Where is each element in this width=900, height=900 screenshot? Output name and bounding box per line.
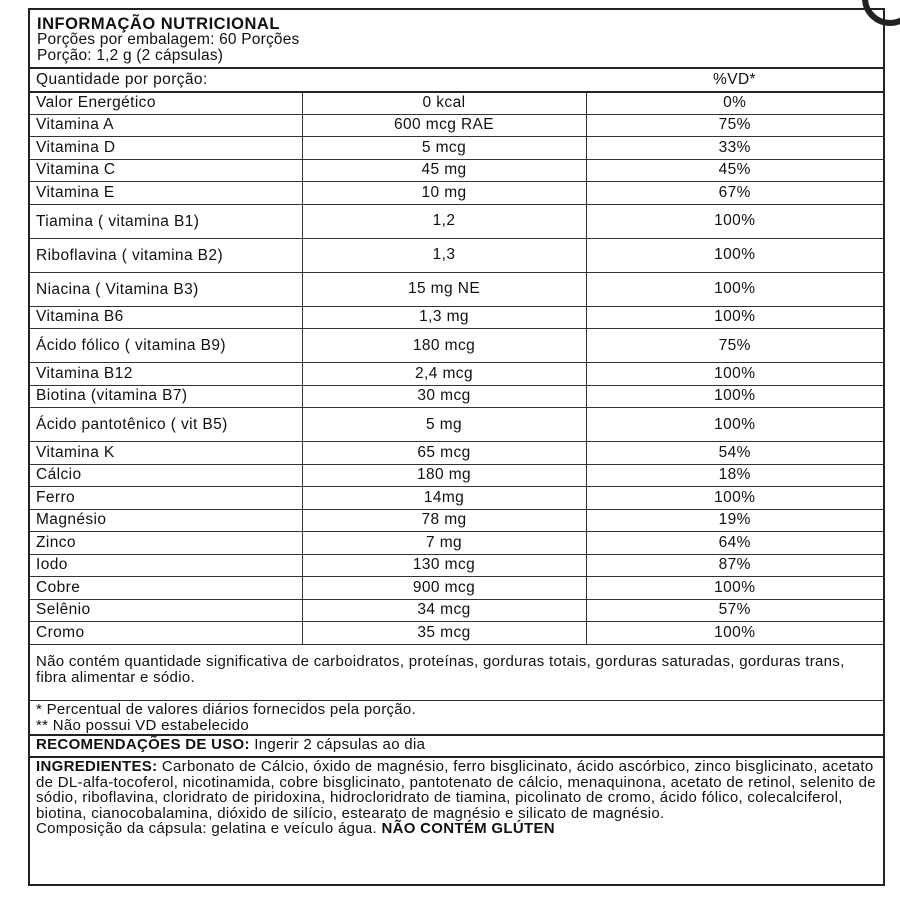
ingredients-text: Carbonato de Cálcio, óxido de magnésio, ferro bisglicinato, ácido ascórbico, zinco bisglicinato, acetato de DL-alfa-tocoferol, nicotinamida, cobre bisglicinato, pantotenato de cálcio, menaquinona, acetato de retinol, selenito de sódio, riboflavina, cloridrato de piridoxina, hidrocloridrato de tiamina, picolinato de cromo, ácido fólico, colecalciferol, biotina, cianocobalamina, dióxido de silício, estearato de magnésio e silicato de magnésio. (36, 758, 876, 822)
table-row (30, 622, 883, 645)
nutrient-name: Vitamina C (30, 159, 302, 182)
nutrient-name: Biotina (vitamina B7) (30, 385, 302, 408)
nutrient-amount: 1,3 (302, 238, 586, 272)
nutrient-daily-value: 18% (586, 464, 883, 487)
nutrition-title: INFORMAÇÃO NUTRICIONAL (37, 15, 280, 33)
nutrient-amount: 600 mcg RAE (302, 114, 586, 137)
nutrient-daily-value: 45% (586, 159, 883, 182)
table-row (30, 272, 883, 306)
table-row (30, 487, 883, 510)
no-dv-footnote: ** Não possui VD estabelecido (36, 716, 249, 734)
table-row (30, 599, 883, 622)
table-row (30, 363, 883, 386)
nutrient-daily-value: 87% (586, 554, 883, 577)
nutrient-name: Vitamina A (30, 114, 302, 137)
nutrient-name: Vitamina B12 (30, 363, 302, 386)
nutrient-amount: 180 mcg (302, 329, 586, 363)
nutrient-amount: 7 mg (302, 532, 586, 555)
nutrient-amount: 65 mcg (302, 442, 586, 465)
nutrient-amount: 1,2 (302, 204, 586, 238)
nutrient-amount: 2,4 mcg (302, 363, 586, 386)
table-row (30, 329, 883, 363)
nutrient-amount: 35 mcg (302, 622, 586, 645)
nutrient-daily-value: 57% (586, 599, 883, 622)
table-row (30, 577, 883, 600)
nutrient-name: Cobre (30, 577, 302, 600)
nutrient-daily-value: 75% (586, 329, 883, 363)
nutrient-name: Vitamina B6 (30, 306, 302, 329)
nutrient-name: Niacina ( Vitamina B3) (30, 272, 302, 306)
table-header-row (30, 69, 883, 92)
nutrient-amount: 900 mcg (302, 577, 586, 600)
nutrient-amount: 5 mg (302, 408, 586, 442)
capsule-composition: Composição da cápsula: gelatina e veículo água. (36, 820, 382, 837)
nutrient-daily-value: 100% (586, 204, 883, 238)
nutrient-name: Cálcio (30, 464, 302, 487)
table-row (30, 408, 883, 442)
nutrient-daily-value: 19% (586, 509, 883, 532)
nutrient-amount: 5 mcg (302, 137, 586, 160)
nutrient-amount: 180 mg (302, 464, 586, 487)
table-row (30, 92, 883, 115)
table-row (30, 554, 883, 577)
ingredients-label: INGREDIENTES: (36, 758, 158, 775)
nutrient-name: Ácido pantotênico ( vit B5) (30, 408, 302, 442)
nutrient-amount: 0 kcal (302, 92, 586, 115)
nutrient-amount: 130 mcg (302, 554, 586, 577)
table-row (30, 464, 883, 487)
table-row (30, 385, 883, 408)
table-row (30, 114, 883, 137)
nutrient-daily-value: 100% (586, 238, 883, 272)
nutrient-name: Vitamina D (30, 137, 302, 160)
gluten-warning: NÃO CONTÉM GLÚTEN (381, 820, 555, 837)
nutrient-amount: 45 mg (302, 159, 586, 182)
table-row (30, 204, 883, 238)
not-significant-note: Não contém quantidade significativa de carboidratos, proteínas, gorduras totais, gorduras saturadas, gorduras trans, fibra alimentar e sódio. (30, 653, 883, 701)
nutrient-name: Riboflavina ( vitamina B2) (30, 238, 302, 272)
nutrient-amount: 15 mg NE (302, 272, 586, 306)
nutrient-daily-value: 67% (586, 182, 883, 205)
table-row (30, 509, 883, 532)
nutrient-daily-value: 100% (586, 272, 883, 306)
table-row (30, 137, 883, 160)
usage-label: RECOMENDAÇÕES DE USO: (36, 736, 250, 753)
nutrient-name: Cromo (30, 622, 302, 645)
nutrient-name: Selênio (30, 599, 302, 622)
table-row (30, 182, 883, 205)
table-row (30, 238, 883, 272)
servings-per-package: Porções por embalagem: 60 Porções (37, 31, 300, 48)
table-row (30, 306, 883, 329)
nutrient-daily-value: 100% (586, 408, 883, 442)
nutrient-daily-value: 100% (586, 487, 883, 510)
footnotes (30, 701, 883, 736)
nutrient-name: Valor Energético (30, 92, 302, 115)
nutrient-daily-value: 100% (586, 622, 883, 645)
nutrient-daily-value: 100% (586, 363, 883, 386)
serving-size: Porção: 1,2 g (2 cápsulas) (37, 47, 224, 64)
nutrition-header (30, 10, 883, 69)
nutrient-daily-value: 75% (586, 114, 883, 137)
table-row (30, 159, 883, 182)
nutrient-daily-value: 54% (586, 442, 883, 465)
nutrient-amount: 78 mg (302, 509, 586, 532)
nutrition-table (30, 69, 883, 645)
nutrient-daily-value: 100% (586, 385, 883, 408)
nutrient-daily-value: 64% (586, 532, 883, 555)
nutrient-amount: 10 mg (302, 182, 586, 205)
nutrient-name: Ácido fólico ( vitamina B9) (30, 329, 302, 363)
ingredients-section (30, 758, 883, 838)
table-row (30, 532, 883, 555)
daily-value-header: %VD* (586, 69, 883, 92)
usage-text: Ingerir 2 cápsulas ao dia (249, 736, 426, 753)
nutrient-name: Magnésio (30, 509, 302, 532)
dv-footnote: * Percentual de valores diários fornecidos pela porção. (36, 701, 417, 718)
nutrient-name: Iodo (30, 554, 302, 577)
nutrient-amount: 1,3 mg (302, 306, 586, 329)
nutrient-amount: 14mg (302, 487, 586, 510)
nutrient-name: Tiamina ( vitamina B1) (30, 204, 302, 238)
nutrient-daily-value: 100% (586, 577, 883, 600)
nutrient-name: Vitamina K (30, 442, 302, 465)
nutrient-daily-value: 0% (586, 92, 883, 115)
quantity-per-serving-label: Quantidade por porção: (30, 69, 586, 92)
nutrient-amount: 30 mcg (302, 385, 586, 408)
nutrient-name: Vitamina E (30, 182, 302, 205)
nutrient-amount: 34 mcg (302, 599, 586, 622)
nutrient-daily-value: 33% (586, 137, 883, 160)
nutrient-name: Ferro (30, 487, 302, 510)
nutrition-facts-panel (28, 8, 885, 886)
table-row (30, 442, 883, 465)
nutrient-name: Zinco (30, 532, 302, 555)
usage-recommendation (30, 736, 883, 758)
nutrient-daily-value: 100% (586, 306, 883, 329)
